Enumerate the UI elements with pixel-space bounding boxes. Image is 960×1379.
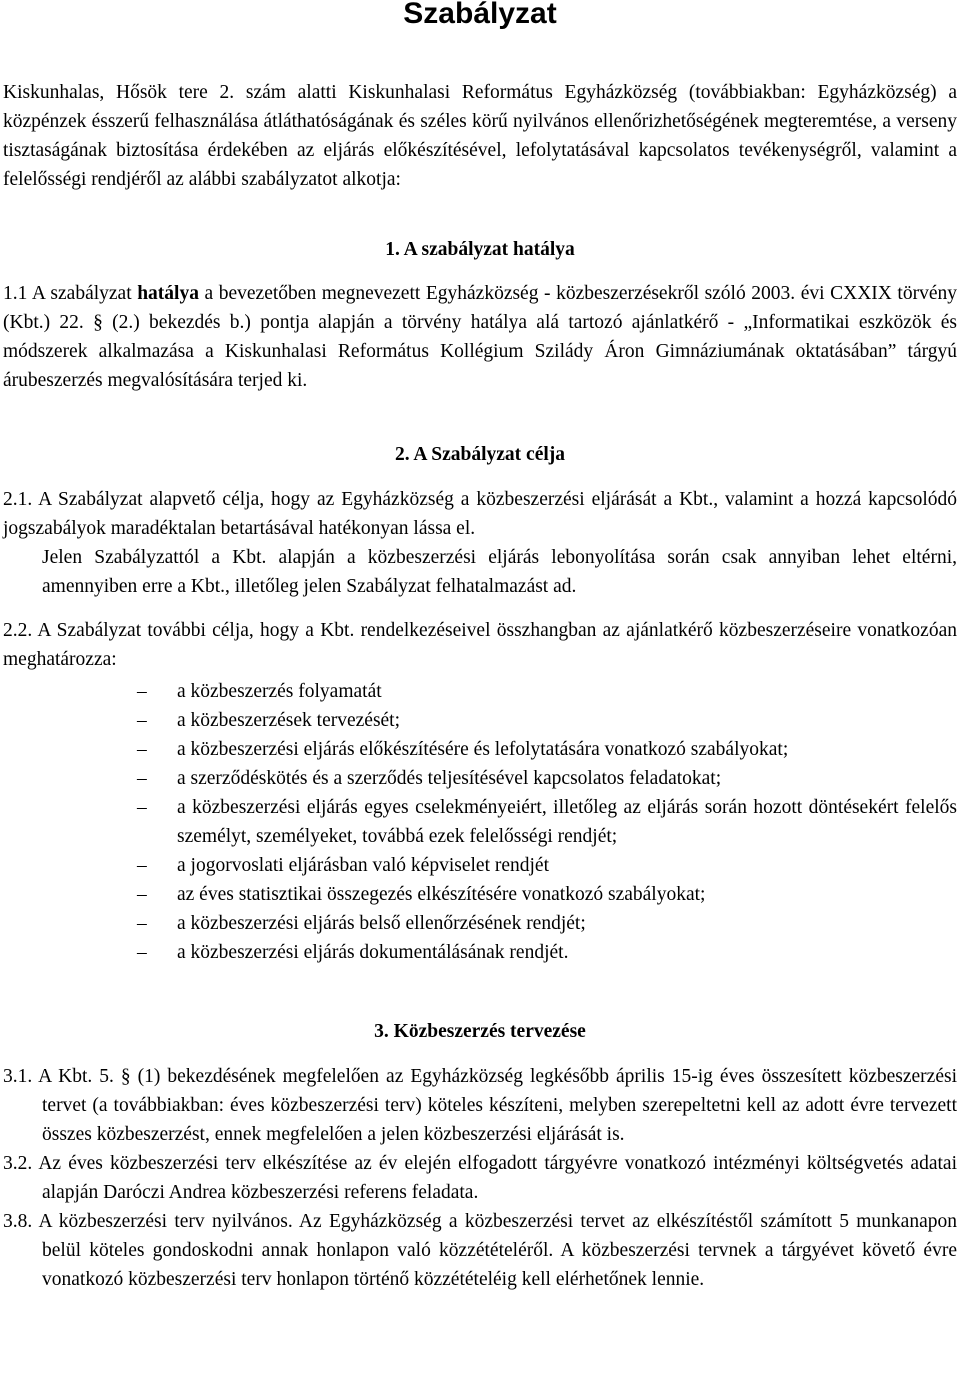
section-3-1-paragraph: 3.1. A Kbt. 5. § (1) bekezdésének megfelelően az Egyházközség legkésőbb április 15-ig éves összesített közbeszerzési tervet (a továbbiakban: éves közbeszerzési terv) köteles készíteni, melyben szerepeltetni kell az adott évre tervezett összes közbeszerzést, ennek megfelelően a jelen közbeszerzési eljárását is.	[3, 1066, 957, 1145]
dash-bullet: –	[137, 681, 147, 702]
list-item-text: a közbeszerzési eljárás egyes cselekményeiért, illetőleg az eljárás során hozott döntésekért felelős személyt, személyeket, továbbá ezek felelősségi rendjét;	[177, 797, 957, 847]
dash-bullet: –	[137, 797, 147, 818]
section-2-2-paragraph: 2.2. A Szabályzat további célja, hogy a Kbt. rendelkezéseivel összhangban az ajánlatkérő közbeszerzéseire vonatkozóan meghatározza:	[3, 620, 957, 670]
dash-bullet: –	[137, 913, 147, 934]
section-3-8-paragraph: 3.8. A közbeszerzési terv nyilvános. Az Egyházközség a közbeszerzési tervet az elkészítéstől számított 5 munkanapon belül köteles gondoskodni annak honlapon való közzétételéről. A közbeszerzési tervnek a tárgyévet követő évre vonatkozó közbeszerzési terv honlapon történő közzétételéig kell elérhetőnek lennie.	[3, 1211, 957, 1290]
section-2-1-continuation: Jelen Szabályzattól a Kbt. alapján a közbeszerzési eljárás lebonyolítása során csak annyiban lehet eltérni, amennyiben erre a Kbt., illetőleg jelen Szabályzat felhatalmazást ad.	[42, 547, 957, 597]
list-item-text: a közbeszerzés folyamatát	[177, 681, 382, 702]
list-item-text: a jogorvoslati eljárásban való képviselet rendjét	[177, 855, 549, 876]
goals-list	[3, 677, 957, 967]
document-page	[3, 0, 957, 1294]
section-2-1-paragraph: 2.1. A Szabályzat alapvető célja, hogy az Egyházközség a közbeszerzési eljárását a Kbt., valamint a hozzá kapcsolódó jogszabályok maradéktalan betartásával hatékonyan lássa el.	[3, 489, 957, 539]
section-1-paragraph	[3, 279, 957, 395]
section-3-2-paragraph: 3.2. Az éves közbeszerzési terv elkészítése az év elején elfogadott tárgyévre vonatkozó intézményi költségvetés adatai alapján Daróczi Andrea közbeszerzési referens feladata.	[3, 1153, 957, 1203]
list-item	[3, 909, 957, 938]
dash-bullet: –	[137, 739, 147, 760]
list-item-text: a közbeszerzési eljárás belső ellenőrzésének rendjét;	[177, 913, 586, 934]
list-item	[3, 706, 957, 735]
list-item	[3, 735, 957, 764]
list-item	[3, 851, 957, 880]
dash-bullet: –	[137, 942, 147, 963]
document-title: Szabályzat	[403, 0, 557, 30]
section-1-bold-term: hatálya	[137, 283, 199, 304]
dash-bullet: –	[137, 710, 147, 731]
list-item	[3, 880, 957, 909]
list-item-text: a szerződéskötés és a szerződés teljesítésével kapcsolatos feladatokat;	[177, 768, 722, 789]
dash-bullet: –	[137, 884, 147, 905]
section-1-heading: 1. A szabályzat hatálya	[385, 239, 575, 260]
section-1-text-start: 1.1 A szabályzat	[3, 283, 138, 304]
list-item-text: a közbeszerzési eljárás előkészítésére és lefolytatására vonatkozó szabályokat;	[177, 739, 789, 760]
list-item-text: a közbeszerzések tervezését;	[177, 710, 401, 731]
list-item	[3, 938, 957, 967]
list-item	[3, 764, 957, 793]
list-item	[3, 677, 957, 706]
intro-paragraph: Kiskunhalas, Hősök tere 2. szám alatti Kiskunhalasi Református Egyházközség (továbbiakban: Egyházközség) a közpénzek ésszerű felhasználása átláthatóságának és széles körű nyilvános ellenőrizhetőségének megteremtése, a verseny tisztaságának biztosítása érdekében az eljárás előkészítésével, lefolytatásával kapcsolatos tevékenységről, valamint a felelősségi rendjéről az alábbi szabályzatot alkotja:	[3, 82, 957, 190]
dash-bullet: –	[137, 768, 147, 789]
list-item-text: a közbeszerzési eljárás dokumentálásának rendjét.	[177, 942, 569, 963]
section-1-text-end: a bevezetőben megnevezett Egyházközség - közbeszerzésekről szóló 2003. évi CXXIX törvény (Kbt.) 22. § (2.) bekezdés b.) pontja alapján a törvény hatálya alá tartozó ajánlatkérő - „Informatikai eszközök és módszerek alkalmazása a Kiskunhalasi Református Kollégium Szilády Áron Gimnáziumának oktatásában” tárgyú árubeszerzés megvalósítására terjed ki.	[3, 283, 957, 391]
list-item	[3, 793, 957, 851]
section-2-heading: 2. A Szabályzat célja	[394, 444, 566, 465]
section-3-heading: 3. Közbeszerzés tervezése	[374, 1021, 586, 1042]
dash-bullet: –	[137, 855, 147, 876]
list-item-text: az éves statisztikai összegezés elkészítésére vonatkozó szabályokat;	[177, 884, 706, 905]
